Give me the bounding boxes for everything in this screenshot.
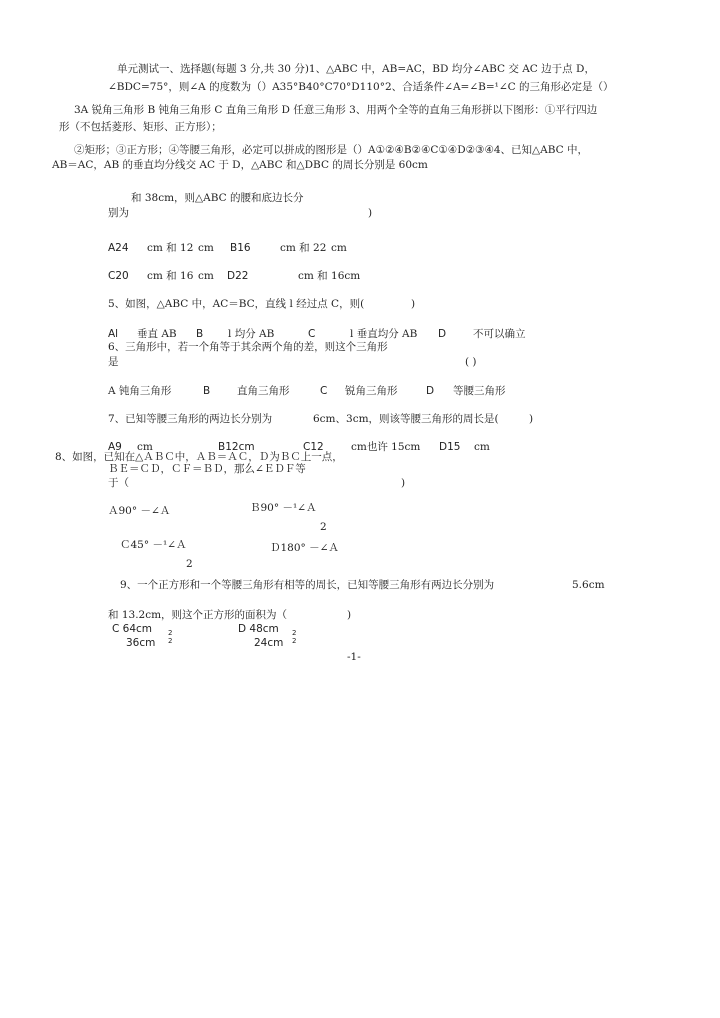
option-text: cm也许 15cm bbox=[351, 441, 421, 453]
option-text: C bbox=[320, 385, 328, 397]
option-text: C12 bbox=[303, 441, 324, 453]
answer-blank: ( ) bbox=[465, 356, 477, 368]
text-line: 形（不包括菱形、矩形、正方形）； bbox=[59, 121, 222, 133]
option-text: cm bbox=[198, 242, 214, 254]
superscript: 2 bbox=[292, 629, 297, 637]
question-text: 和 13.2cm，则这个正方形的面积为（ bbox=[108, 609, 288, 621]
option-text: cm 和 16 bbox=[147, 270, 194, 282]
text-line: AB＝AC，AB 的垂直均分线交 AC 于 D，△ABC 和△DBC 的周长分别是 60cm bbox=[52, 159, 428, 171]
option-text: 直角三角形 bbox=[237, 385, 290, 397]
option-text: B bbox=[196, 328, 204, 340]
text-line: 单元测试一、选择题(每题 3 分,共 30 分)1、△ABC 中，AB=AC，BD 均分∠ABC 交 AC 边于点 D， bbox=[117, 63, 595, 75]
option-text: D22 bbox=[227, 270, 249, 282]
option-text: cm bbox=[137, 441, 153, 453]
question-text: ) bbox=[529, 413, 534, 425]
superscript: 2 bbox=[168, 637, 173, 645]
question-text: 6、三角形中，若一个角等于其余两个角的差，则这个三角形 bbox=[108, 341, 388, 353]
text-line: ∠BDC=75°，则∠A 的度数为（）A35°B40°C70°D110°2、合适条件∠A=∠B=¹∠C 的三角形必定是（） bbox=[108, 81, 614, 93]
question-text: 是 bbox=[108, 356, 119, 368]
option-text: A24 bbox=[108, 242, 129, 254]
option-text: A9 bbox=[108, 441, 122, 453]
question-text: 6cm、3cm，则该等腰三角形的周长是( bbox=[313, 413, 499, 425]
option-text: 24cm bbox=[254, 637, 284, 649]
question-text: ＢＥ＝ＣＤ，ＣＦ＝ＢＤ，那么∠ＥＤＦ等 bbox=[108, 463, 306, 475]
option-text: cm bbox=[331, 242, 347, 254]
option-text: D15 bbox=[439, 441, 461, 453]
fraction-denominator: 2 bbox=[186, 558, 193, 570]
option-text: A 钝角三角形 bbox=[108, 385, 172, 397]
option-text: 垂直 AB bbox=[137, 328, 177, 340]
question-text: 9、一个正方形和一个等腰三角形有相等的周长，已知等腰三角形有两边长分别为 bbox=[120, 579, 495, 591]
option-text: C bbox=[308, 328, 316, 340]
option-text: B bbox=[203, 385, 211, 397]
option-text: B16 bbox=[230, 242, 251, 254]
page-number: -1- bbox=[347, 651, 361, 663]
option-text: cm 和 22 bbox=[280, 242, 327, 254]
option-text: Ｃ45° －¹∠Ａ bbox=[120, 539, 187, 551]
option-text: cm 和 12 bbox=[147, 242, 194, 254]
option-text: D bbox=[438, 328, 447, 340]
question-text: 7、已知等腰三角形的两边长分别为 bbox=[108, 413, 273, 425]
option-text: B12cm bbox=[218, 441, 255, 453]
option-text: D bbox=[426, 385, 435, 397]
option-text: 不可以确立 bbox=[473, 328, 526, 340]
question-text: ) bbox=[401, 477, 406, 489]
option-text: C20 bbox=[108, 270, 129, 282]
option-text: cm 和 16cm bbox=[298, 270, 361, 282]
option-text: Al bbox=[108, 328, 119, 340]
option-text: 锐角三角形 bbox=[345, 385, 398, 397]
option-text: cm bbox=[474, 441, 490, 453]
option-text: D 48cm bbox=[238, 623, 279, 635]
question-text: ) bbox=[347, 609, 352, 621]
question-text: 8、如图，已知在△ＡＢＣ中，ＡＢ＝ＡＣ，Ｄ为ＢＣ上一点， bbox=[55, 451, 343, 463]
text-line: 3A 锐角三角形 B 钝角三角形 C 直角三角形 D 任意三角形 3、用两个全等的直角三角形拼以下图形：①平行四边 bbox=[74, 104, 598, 116]
option-text: Ｂ90° －¹∠Ａ bbox=[250, 502, 317, 514]
text-line: 别为 bbox=[108, 207, 129, 219]
option-text: Ａ90° －∠Ａ bbox=[108, 505, 171, 517]
fraction-denominator: 2 bbox=[320, 521, 327, 533]
text-line: 和 38cm，则△ABC 的腰和底边长分 bbox=[131, 192, 304, 204]
option-text: cm bbox=[198, 270, 214, 282]
question-text: ) bbox=[411, 298, 416, 310]
text-line: ) bbox=[368, 207, 373, 219]
superscript: 2 bbox=[292, 637, 297, 645]
text-line: ②矩形；③正方形；④等腰三角形，必定可以拼成的图形是（）A①②④B②④C①④D②③④4、已知△ABC 中， bbox=[74, 144, 589, 156]
question-text: 5、如图，△ABC 中，AC＝BC，直线 l 经过点 C，则( bbox=[108, 298, 365, 310]
option-text: l 垂直均分 AB bbox=[350, 328, 418, 340]
question-text: 5.6cm bbox=[572, 579, 605, 591]
option-text: 等腰三角形 bbox=[453, 385, 506, 397]
option-text: l 均分 AB bbox=[228, 328, 275, 340]
option-text: C 64cm bbox=[112, 623, 153, 635]
question-text: 于（ bbox=[108, 477, 129, 489]
superscript: 2 bbox=[168, 629, 173, 637]
option-text: 36cm bbox=[126, 637, 156, 649]
option-text: Ｄ180° －∠Ａ bbox=[270, 542, 339, 554]
